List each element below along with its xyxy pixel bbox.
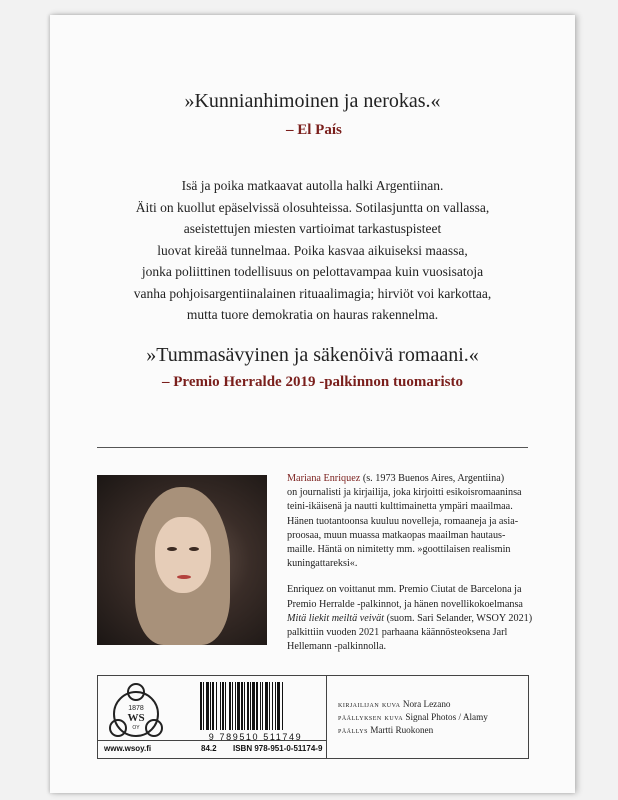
cover-credits — [338, 698, 488, 737]
bio-line: maille. Häntä on nimitetty mm. »goottilaisen realismin — [287, 544, 511, 556]
bio-line: Hellemann -palkinnolla. — [287, 641, 387, 653]
blurb-line: jonka poliittinen todellisuus on pelottavampaa kuin vuosisatoja — [141, 264, 484, 279]
publisher-info-box — [97, 675, 529, 759]
author-bio — [287, 472, 537, 654]
quote-2-source: – Premio Herralde 2019 -palkinnon tuomaristo — [162, 374, 463, 390]
credit-line: päällys Martti Ruokonen — [338, 725, 434, 735]
blurb-line: luovat kireää tunnelmaa. Poika kasvaa aikuiseksi maassa, — [157, 242, 468, 258]
bio-line: on journalisti ja kirjailija, joka kirjoitti esikoisromaaninsa — [287, 487, 522, 499]
author-name: Mariana Enriquez — [287, 473, 361, 484]
isbn: ISBN 978-951-0-51174-9 — [233, 744, 323, 753]
mouth-shape — [177, 575, 191, 579]
bio-line: Premio Herralde -palkinnot, ja hänen novellikokoelmansa — [287, 598, 523, 610]
barcode-digits: 9 789510 511749 — [208, 732, 303, 742]
eye-shape — [189, 547, 199, 551]
website-link: www.wsoy.fi — [104, 744, 152, 753]
pull-quote-1: »Kunnianhimoinen ja nerokas.« — [184, 90, 441, 112]
barcode-icon — [198, 682, 313, 730]
logo-letters: WS — [127, 712, 145, 724]
blurb-line: Äiti on kuollut epäselvissä olosuhteissa. Sotilasjuntta on vallassa, — [135, 199, 490, 215]
logo-oy: OY — [132, 725, 140, 731]
divider — [97, 447, 528, 448]
bio-line: teini-ikäisenä ja nautti kulttimainetta ympäri maailmaa. — [287, 501, 513, 513]
eye-shape — [167, 547, 177, 551]
face-shape — [155, 517, 211, 593]
bio-line: Enriquez on voittanut mm. Premio Ciutat de Barcelona ja — [287, 584, 522, 596]
bio-line: kuningattareksi«. — [287, 558, 358, 570]
logo-year: 1878 — [128, 705, 144, 712]
blurb-line: mutta tuore demokratia on hauras rakennelma. — [186, 307, 439, 322]
blurb-line: aseistettujen miesten vartioimat tarkastuspisteet — [183, 221, 442, 236]
classification: 84.2 — [201, 744, 217, 753]
bio-line: proosaa, muun muassa matkaopas maailman hautaus- — [287, 529, 506, 541]
book-title: Mitä liekit meiltä veivät — [287, 612, 385, 624]
blurb-text — [50, 175, 575, 326]
publisher-logo-icon — [106, 682, 166, 742]
credit-line: kirjailijan kuva Nora Lezano — [338, 699, 451, 709]
blurb-line: vanha pohjoisargentiinalainen rituaalimagia; hirviöt voi karkottaa, — [133, 285, 492, 301]
credit-line: päällyksen kuva Signal Photos / Alamy — [338, 712, 488, 722]
quote-1-source: – El País — [286, 122, 342, 138]
bio-line: palkittiin vuoden 2021 parhaana käännösteoksena Jarl — [287, 627, 508, 639]
pull-quote-2: »Tummasävyinen ja säkenöivä romaani.« — [146, 344, 479, 366]
back-cover — [50, 15, 575, 793]
author-photo — [97, 475, 267, 645]
bio-line: Mariana Enriquez (s. 1973 Buenos Aires, Argentiina) — [287, 473, 505, 484]
bio-line: Hänen tuotantoonsa kuuluu novelleja, romaaneja ja asia- — [287, 515, 519, 527]
blurb-line: Isä ja poika matkaavat autolla halki Argentiinan. — [181, 178, 444, 193]
bio-line: Mitä liekit meiltä veivät (suom. Sari Selander, WSOY 2021) — [287, 612, 533, 624]
